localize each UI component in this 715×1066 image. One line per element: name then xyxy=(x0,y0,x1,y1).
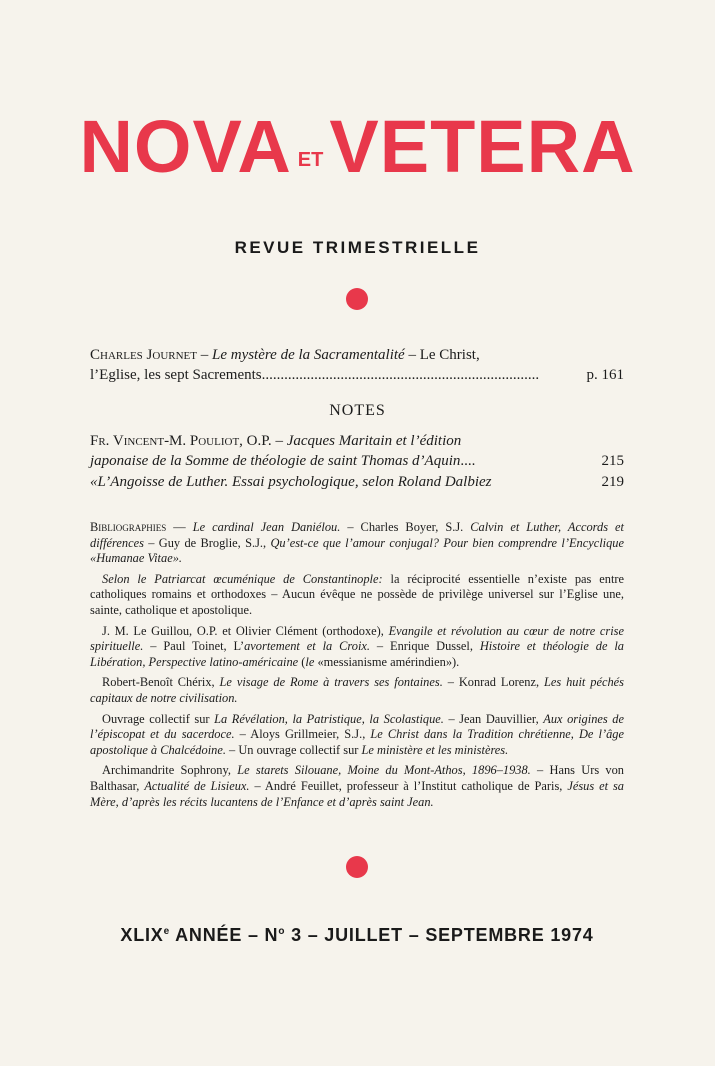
text: 3 – JUILLET – SEPTEMBRE 1974 xyxy=(285,925,594,945)
text: Le ministère et les ministères. xyxy=(361,742,509,757)
separator: – xyxy=(271,433,287,449)
text: Aux origines de l’épiscopat et du sacerdoce. xyxy=(90,711,624,742)
biblio-paragraph-5 xyxy=(90,712,624,759)
text: Le cardinal Jean Daniélou. xyxy=(192,520,341,534)
notes-item-1 xyxy=(90,431,624,471)
text: Actualité de Lisieux. xyxy=(144,778,250,793)
notes-item-1-author: Fr. Vincent-M. Pouliot, O.P. xyxy=(90,433,272,449)
biblio-paragraph-6 xyxy=(90,763,624,810)
text: «messianisme amérindien»). xyxy=(314,654,460,669)
subtitle: REVUE TRIMESTRIELLE xyxy=(234,238,481,257)
notes-item-2 xyxy=(90,472,624,492)
main-article-desc2: l’Eglise, les sept Sacrements xyxy=(90,367,262,383)
main-article-line1 xyxy=(90,345,624,365)
biblio-paragraph-3 xyxy=(90,624,624,671)
text: – Enrique Dussel, xyxy=(370,639,480,654)
notes-item-2-title: «L’Angoisse de Luther. Essai psychologique, selon Roland Dalbiez xyxy=(90,474,492,490)
main-article-author: Charles Journet xyxy=(90,347,197,363)
text: avortement et la Croix. xyxy=(244,639,370,654)
masthead-vetera: VETERA xyxy=(329,105,636,188)
text: – Guy de Broglie, S.J., xyxy=(143,535,271,550)
bibliographies-section xyxy=(90,520,624,815)
text: J. M. Le Guillou, O.P. et Olivier Clément (orthodoxe), xyxy=(102,623,389,638)
notes-item-2-line xyxy=(90,472,624,492)
text: – Un ouvrage collectif sur xyxy=(225,742,362,757)
text: la réciprocité essentielle n’existe pas entre catholiques romains et orthodoxes – Aucun évêque ne possède de privilège universel sur l’Eglise une, sainte, catholique et apostolique. xyxy=(90,571,625,617)
text: le xyxy=(305,654,315,669)
masthead-et: ET xyxy=(297,149,324,171)
text: – Paul Toinet, L’ xyxy=(143,639,245,654)
text: — xyxy=(166,520,193,534)
text: – André Feuillet, professeur à l’Institut catholique de Paris, xyxy=(249,778,568,793)
notes-item-2-page: 219 xyxy=(601,474,624,490)
notes-item-1-line2 xyxy=(90,451,624,471)
text: – Jean Dauvillier, xyxy=(443,711,544,726)
red-dot-ornament xyxy=(346,288,368,310)
dot-leader: .......................................................................... xyxy=(261,367,540,383)
biblio-paragraph-2 xyxy=(90,572,624,619)
text: – Hans Urs von Balthasar, xyxy=(90,763,624,793)
separator: – xyxy=(196,347,212,363)
text: ( xyxy=(298,654,306,669)
text: Archimandrite Sophrony, xyxy=(102,763,238,778)
text: Jésus et sa Mère, d’après les récits lucantens de l’Enfance et d’après saint Jean. xyxy=(90,778,625,809)
biblio-paragraph-4 xyxy=(90,675,624,706)
notes-item-1-page: 215 xyxy=(601,453,624,469)
main-article-line2 xyxy=(90,365,624,385)
biblio-paragraph-1 xyxy=(90,520,624,567)
text: Le Christ dans la Tradition chrétienne, De l’âge apostolique à Chalcédoine. xyxy=(90,727,624,757)
bibliographies-label: Bibliographies xyxy=(90,520,167,534)
text: Calvin et Luther, Accords et différences xyxy=(90,520,624,550)
main-article-entry xyxy=(90,345,624,385)
text: ANNÉE – N xyxy=(170,925,279,945)
masthead-nova: NOVA xyxy=(79,105,292,188)
issue-info xyxy=(90,925,624,946)
text: e xyxy=(163,926,170,937)
text: Ouvrage collectif sur xyxy=(102,711,215,726)
text: Le starets Silouane, Moine du Mont-Athos, 1896–1938. xyxy=(237,763,531,778)
text: Selon le Patriarcat œcuménique de Constantinople: xyxy=(102,571,383,586)
text: – Konrad Lorenz, xyxy=(442,675,544,690)
main-article-page: p. 161 xyxy=(586,367,624,383)
red-dot-ornament xyxy=(346,856,368,878)
main-article-desc: – Le Christ, xyxy=(404,347,480,363)
masthead xyxy=(0,105,715,188)
text: La Révélation, la Patristique, la Scolastique. xyxy=(214,711,444,726)
text: Histoire et théologie de la Libération, Perspective latino-américaine xyxy=(90,639,624,669)
notes-item-1-title: Jacques Maritain et l’édition xyxy=(286,433,462,449)
text: Les huit péchés capitaux de notre civilisation. xyxy=(90,675,624,705)
text: – Aloys Grillmeier, S.J., xyxy=(234,727,371,742)
text: Qu’est-ce que l’amour conjugal? Pour bien comprendre l’Encyclique «Humanae Vitae». xyxy=(90,535,624,566)
notes-heading: NOTES xyxy=(329,402,386,419)
main-article-title: Le mystère de la Sacramentalité xyxy=(211,347,405,363)
text: o xyxy=(278,926,286,937)
text: Evangile et révolution au cœur de notre crise spirituelle. xyxy=(90,623,624,654)
text: Le visage de Rome à travers ses fontaines. xyxy=(219,675,443,690)
notes-item-1-title-cont: japonaise de la Somme de théologie de saint Thomas d’Aquin xyxy=(90,453,461,469)
text: – Charles Boyer, S.J. xyxy=(340,520,471,534)
text: Robert-Benoît Chérix, xyxy=(102,675,220,690)
dot-leader: .... xyxy=(460,453,476,469)
notes-item-1-line1 xyxy=(90,431,624,451)
text: XLIX xyxy=(120,925,164,945)
